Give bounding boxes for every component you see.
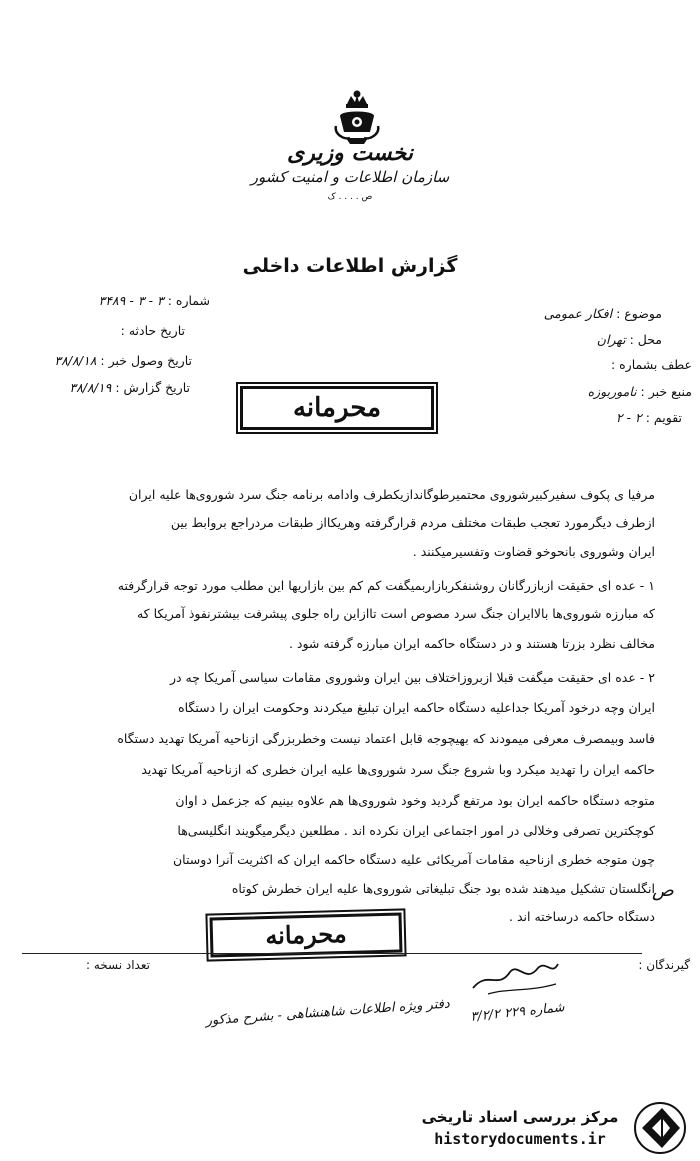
- body-line: ۲ - عده ای حقیقت میگفت قبلا ازبروزاختلاف بین ایران وشوروی مقامات سیاسی آمریکا چه در: [169, 670, 655, 685]
- field-received-date: [8, 353, 192, 368]
- body-line: کوچکترین تصرفی وخلالی در امور اجتماعی ایران نکرده اند . مطلعین دیگرمیگویند انگلیسی‌ها: [177, 823, 655, 838]
- copies-label: تعداد نسخه :: [85, 958, 150, 972]
- field-value: ۳۸/۸/۱۹: [69, 380, 112, 395]
- body-line: متوجه دستگاه حاکمه ایران بود مرتفع گردید وخود شوروی‌ها هم علاوه بینیم که جزعمل د اوان: [175, 793, 655, 808]
- field-label: محل :: [629, 332, 662, 347]
- confidential-stamp: محرمانه: [240, 386, 434, 430]
- body-line: که مبارزه شوروی‌ها بالاایران جنگ سرد مصوص است تاازاین راه جلوی پیشرفت بیشترنفوذ آمریکا که: [136, 606, 655, 621]
- body-line: مرفیا ی پکوف سفیرکبیرشوروی محتمیرطوگاندازیکطرف وادامه برنامه جنگ سرد شوروی‌ها علیه ایران: [128, 487, 655, 502]
- body-line: مخالف نظرد بزرتا هستند و در دستگاه حاکمه ایران مبارزه گرفته شود .: [288, 636, 655, 651]
- field-value: ۲ - ۲: [615, 410, 642, 425]
- signature-note: شماره ۲۲۹ ۳/۲/۲: [469, 1000, 566, 1025]
- field-label: تاریخ حادثه :: [120, 323, 185, 338]
- margin-note: ص: [652, 880, 674, 901]
- watermark-title: مرکز بررسی اسناد تاریخی: [421, 1108, 619, 1126]
- field-number: [40, 293, 210, 308]
- field-value: افکار عمومی: [543, 306, 613, 321]
- watermark-url: historydocuments.ir: [434, 1130, 606, 1148]
- field-reference: [430, 357, 692, 372]
- field-label: تاریخ وصول خبر :: [100, 353, 192, 368]
- field-value: ۳ - ۳ - ۳۴۸۹: [98, 293, 164, 308]
- handwritten-note: دفتر ویژه اطلاعات شاهنشاهی - بشرح مذکور: [205, 996, 451, 1029]
- archive-logo-icon: [632, 1100, 688, 1156]
- body-line: حاکمه ایران را تهدید میکرد وبا شروع جنگ سرد شوروی‌ها علیه ایران خطری که ازناحیه آمریکا تهدید: [141, 762, 655, 777]
- field-evaluation: [510, 410, 682, 425]
- field-value: تهران: [596, 332, 626, 347]
- field-location: [430, 332, 662, 347]
- body-line: ازطرف دیگرمورد تعجب طبقات مختلف مردم قرارگرفته وهریکااز طبقات مردراجع بروابط بین: [170, 515, 655, 530]
- confidential-stamp-bottom: محرمانه: [210, 912, 403, 957]
- field-event-date: [40, 323, 185, 338]
- organization-heading: سازمان اطلاعات و امنیت کشور: [250, 168, 450, 186]
- office-heading: نخست وزیری: [287, 140, 413, 166]
- field-label: موضوع :: [616, 306, 662, 321]
- field-label: تاریخ گزارش :: [115, 380, 190, 395]
- field-value: ناموربوزه: [587, 384, 637, 399]
- header-subtitle: ص . . . . ک: [327, 192, 373, 202]
- body-line: ایران وشوروی بانحوخو قضاوت وتفسیرمیکنند .: [412, 544, 655, 559]
- field-value: ۳۸/۸/۱۸: [54, 353, 97, 368]
- report-title: گزارش اطلاعات داخلی: [242, 255, 458, 277]
- field-label: عطف بشماره :: [610, 357, 692, 372]
- field-subject: [430, 306, 662, 321]
- field-source: [430, 384, 692, 399]
- recipients-label: گیرندگان :: [638, 958, 690, 972]
- field-report-date: [20, 380, 190, 395]
- body-line: فاسد وبیمصرف معرفی میمودند که بهیچوجه قابل اعتماد نیست وخطربزرگی ازناحیه آمریکا تهدید دستگاه: [117, 731, 655, 746]
- body-line: انگلستان تشکیل میدهند شده بود جنگ تبلیغاتی شوروی‌ها علیه ایران خطرش کوتاه: [231, 881, 655, 896]
- body-line: چون متوجه خطری ازناحیه مقامات آمریکائی علیه دستگاه حاکمه ایران که اکثریت آنرا دوستان: [172, 852, 655, 867]
- field-label: شماره :: [167, 293, 210, 308]
- signature-icon: [468, 950, 563, 1000]
- body-line: ۱ - عده ای حقیقت ازبازرگانان روشنفکربازاربمیگفت کم کم بین بازاریها این مطلب مورد توجه قرارگرفته: [117, 578, 655, 593]
- field-label: تقویم :: [645, 410, 682, 425]
- field-label: منبع خبر :: [640, 384, 692, 399]
- body-line: ایران وچه درخود آمریکا جداعلیه دستگاه حاکمه ایران تبلیغ میکردند وحکومت ایران را دستگاه: [178, 700, 655, 715]
- crown-emblem-icon: [330, 86, 384, 146]
- body-line: دستگاه حاکمه درساخته اند .: [509, 909, 655, 924]
